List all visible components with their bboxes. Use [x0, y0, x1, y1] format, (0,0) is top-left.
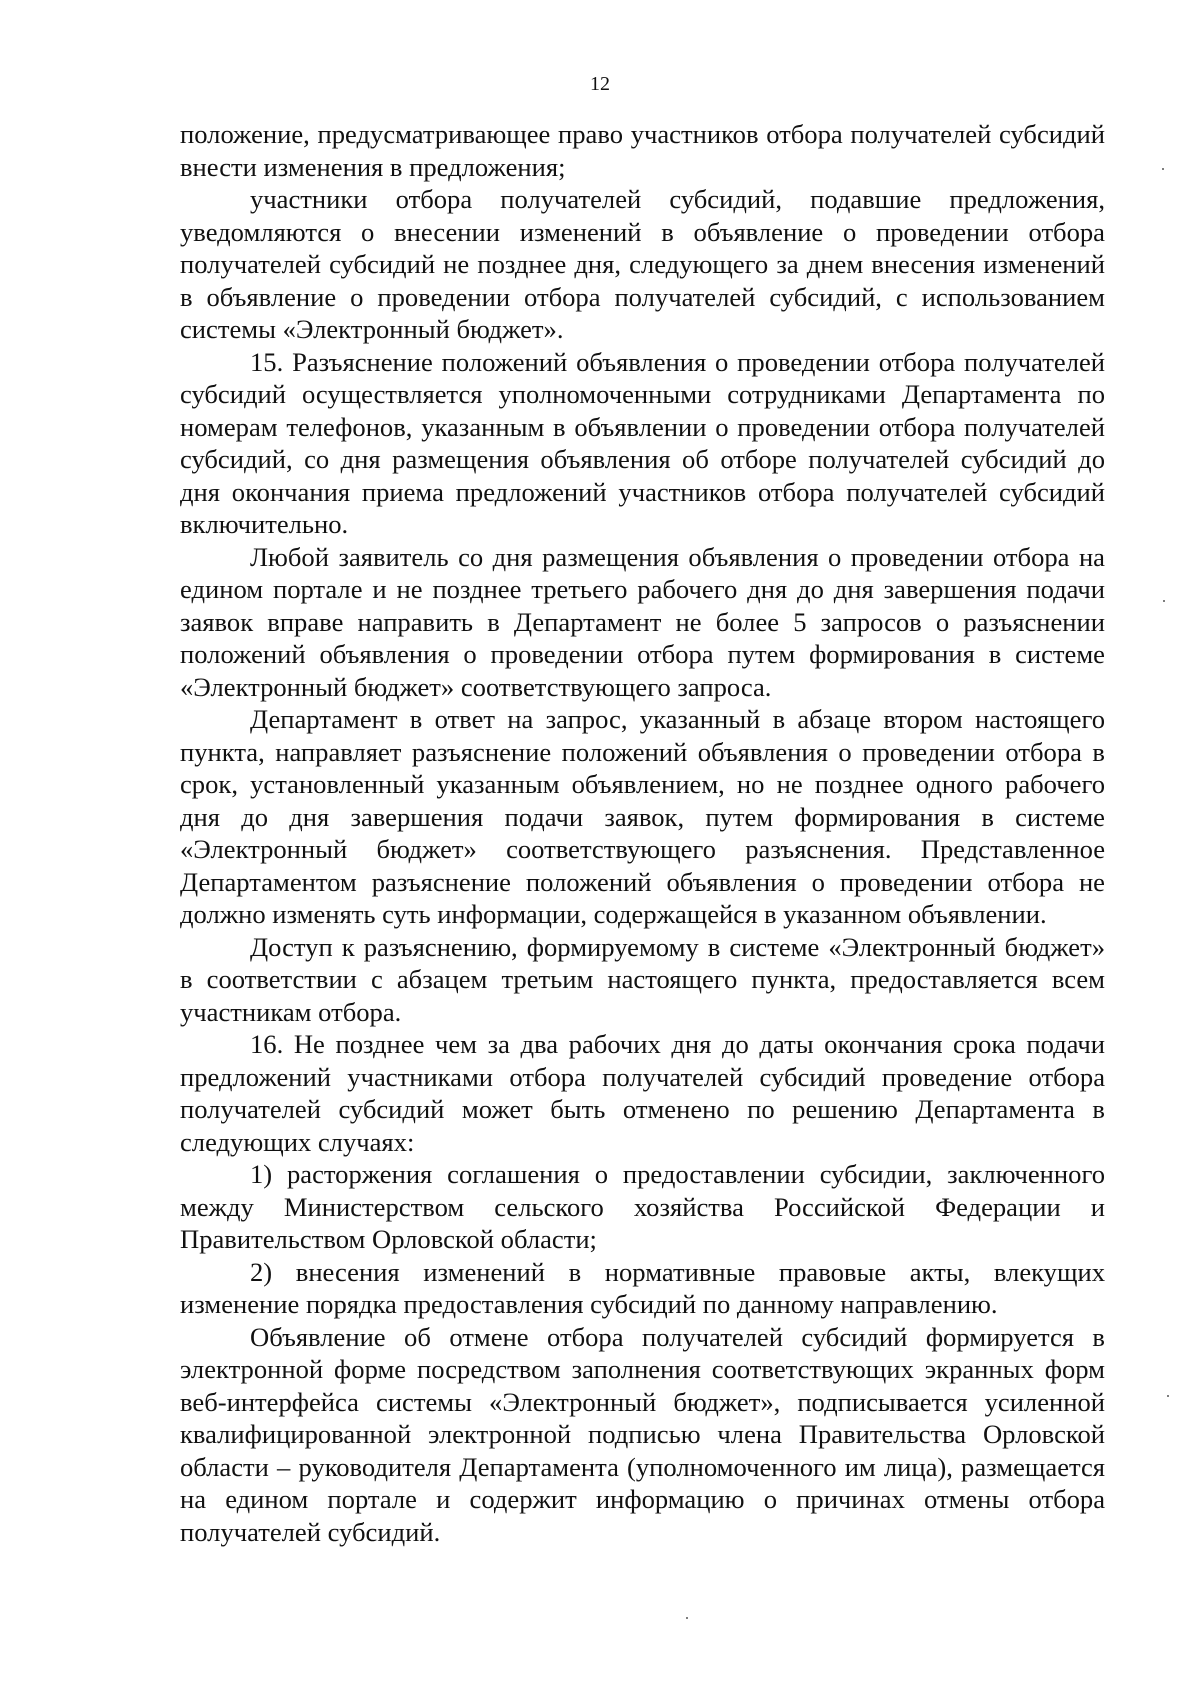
- list-item-2: 2) внесения изменений в нормативные правовые акты, влекущих изменение порядка предоставления субсидий по данному направлению.: [180, 1256, 1105, 1319]
- document-body: [180, 118, 1105, 1548]
- page-number: 12: [590, 73, 610, 95]
- paragraph-continuation: положение, предусматривающее право участников отбора получателей субсидий внести изменения в предложения;: [180, 119, 1105, 182]
- paragraph-department-response: Департамент в ответ на запрос, указанный в абзаце втором настоящего пункта, направляет разъяснение положений объявления о проведении отбора в срок, установленный указанным объявлением, но не позднее одного рабочего дня до дня завершения подачи заявок, путем формирования в системе «Электронный бюджет» соответствующего разъяснения. Представленное Департаментом разъяснение положений объявления о проведении отбора не должно изменять суть информации, содержащейся в указанном объявлении.: [180, 704, 1105, 929]
- scan-speck: [686, 1617, 688, 1619]
- list-item-1: 1) расторжения соглашения о предоставлении субсидии, заключенного между Министерством сельского хозяйства Российской Федерации и Правительством Орловской области;: [180, 1159, 1105, 1254]
- paragraph-item-16: 16. Не позднее чем за два рабочих дня до даты окончания срока подачи предложений участниками отбора получателей субсидий проведение отбора получателей субсидий может быть отменено по решению Департамента в следующих случаях:: [180, 1029, 1105, 1157]
- paragraph-cancellation-notice: Объявление об отмене отбора получателей субсидий формируется в электронной форме посредством заполнения соответствующих экранных форм веб-интерфейса системы «Электронный бюджет», подписывается усиленной квалифицированной электронной подписью члена Правительства Орловской области – руководителя Департамента (уполномоченного им лица), размещается на едином портале и содержит информацию о причинах отмены отбора получателей субсидий.: [180, 1321, 1105, 1547]
- paragraph-requests: Любой заявитель со дня размещения объявления о проведении отбора на едином портале и не позднее третьего рабочего дня до дня завершения подачи заявок вправе направить в Департамент не более 5 запросов о разъяснении положений объявления о проведении отбора путем формирования в системе «Электронный бюджет» соответствующего запроса.: [180, 541, 1105, 702]
- paragraph-item-15: 15. Разъяснение положений объявления о проведении отбора получателей субсидий осуществляется уполномоченными сотрудниками Департамента по номерам телефонов, указанным в объявлении о проведении отбора получателей субсидий, со дня размещения объявления об отборе получателей субсидий до дня окончания приема предложений участников отбора получателей субсидий включительно.: [180, 346, 1105, 539]
- scan-speck: [1163, 600, 1165, 602]
- paragraph-access: Доступ к разъяснению, формируемому в системе «Электронный бюджет» в соответствии с абзацем третьим настоящего пункта, предоставляется всем участникам отбора.: [180, 931, 1105, 1027]
- scan-speck: [1167, 1395, 1169, 1397]
- scan-speck: [1162, 168, 1164, 170]
- paragraph-notification: участники отбора получателей субсидий, подавшие предложения, уведомляются о внесении изменений в объявление о проведении отбора получателей субсидий не позднее дня, следующего за днем внесения изменений в объявление о проведении отбора получателей субсидий, с использованием системы «Электронный бюджет».: [180, 184, 1105, 344]
